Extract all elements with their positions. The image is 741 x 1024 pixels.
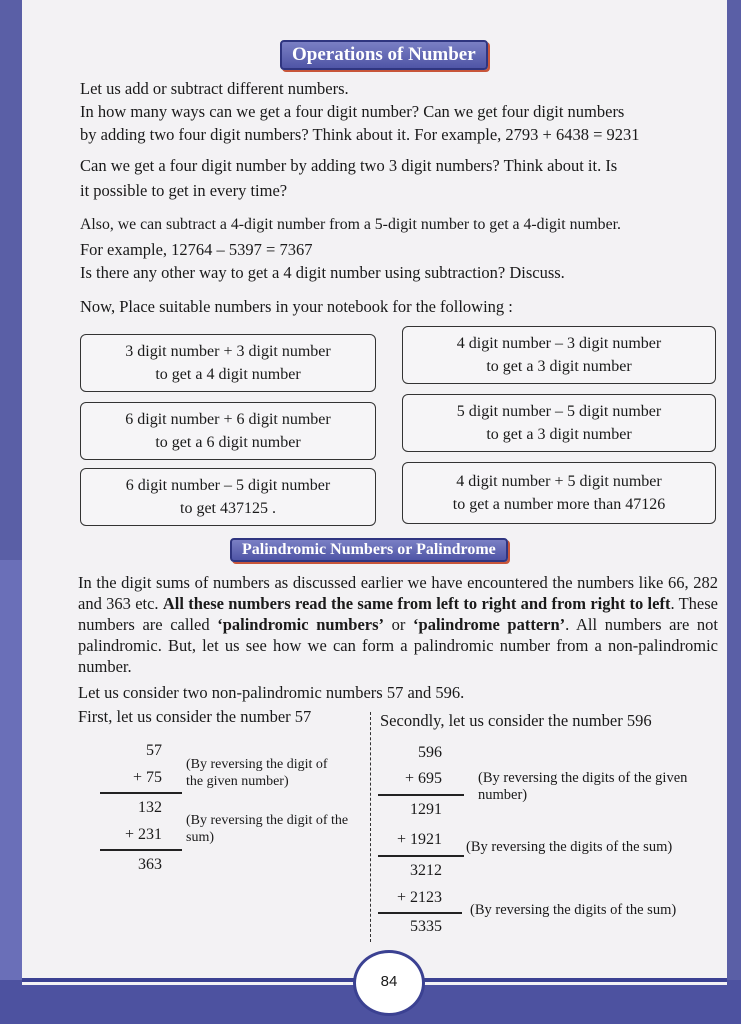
- para-text: or: [384, 615, 414, 634]
- consider-line: Let us consider two non-palindromic numbers 57 and 596.: [78, 683, 465, 702]
- sum-rule: [378, 794, 464, 796]
- box-line: 4 digit number + 5 digit number: [456, 473, 662, 490]
- text-line: by adding two four digit numbers? Think about it. For example, 2793 + 6438 = 9231: [80, 125, 640, 144]
- palindrome-paragraph: [78, 572, 718, 677]
- para-text: . All numbers are not palindromic. But, let us see how we can form a palindromic number from a non-palindromic number.: [78, 615, 718, 676]
- text-line: Let us add or subtract different numbers.: [80, 79, 349, 98]
- calc-number: + 695: [404, 770, 442, 787]
- calc-number: + 2123: [396, 889, 442, 906]
- calc-number: + 75: [132, 769, 162, 786]
- calc-number: 363: [138, 856, 162, 873]
- calc-number: 3212: [410, 862, 442, 879]
- sum-rule: [378, 855, 464, 857]
- calc-number: 132: [138, 799, 162, 816]
- section-title-palindromic: Palindromic Numbers or Palindrome: [230, 538, 508, 562]
- para-bold: All these numbers read the same from left to right and from right to left: [162, 594, 671, 613]
- calc-note: (By reversing the digits of the sum): [466, 839, 673, 855]
- para-text: In the digit sums of numbers as discussed earlier we have encountered the numbers like 66, 282 and 363 etc.: [78, 573, 718, 613]
- calc-number: 596: [418, 744, 442, 761]
- text-line: Can we get a four digit number by adding two 3 digit numbers? Think about it. Is: [80, 156, 618, 175]
- column-divider: [370, 712, 371, 942]
- text-line: Now, Place suitable numbers in your notebook for the following :: [80, 297, 513, 316]
- exercise-box: [402, 462, 716, 524]
- calc-number: + 231: [124, 826, 162, 843]
- calc-number: 57: [146, 742, 162, 759]
- exercise-box: [402, 394, 716, 452]
- box-line: to get a 6 digit number: [155, 434, 301, 451]
- right-heading: Secondly, let us consider the number 596: [380, 711, 652, 730]
- sum-rule: [100, 792, 182, 794]
- text-line: For example, 12764 – 5397 = 7367: [80, 240, 313, 259]
- calc-number: + 1921: [396, 831, 442, 848]
- sum-rule: [100, 849, 182, 851]
- exercise-box: [80, 468, 376, 526]
- calc-note: (By reversing the digits of the sum): [470, 902, 677, 918]
- section-title-operations: Operations of Number: [280, 40, 488, 70]
- box-line: to get a number more than 47126: [452, 496, 666, 513]
- box-line: 4 digit number – 3 digit number: [456, 335, 662, 352]
- para-bold: ‘palindromic numbers’: [217, 615, 385, 634]
- box-line: to get a 4 digit number: [155, 366, 301, 383]
- exercise-box: [80, 402, 376, 460]
- calc-note: (By reversing the digit of the sum): [186, 813, 349, 845]
- page-number: 84: [353, 950, 425, 1016]
- box-line: 3 digit number + 3 digit number: [125, 343, 331, 360]
- calc-note: (By reversing the digits of the given number): [478, 770, 688, 803]
- exercise-box: [80, 334, 376, 392]
- box-line: to get a 3 digit number: [486, 358, 632, 375]
- para-bold: ‘palindrome pattern’: [413, 615, 566, 634]
- text-line: it possible to get in every time?: [80, 181, 288, 200]
- text-line: Is there any other way to get a 4 digit number using subtraction? Discuss.: [80, 263, 565, 282]
- calc-number: 5335: [410, 918, 442, 935]
- text-line: In how many ways can we get a four digit number? Can we get four digit numbers: [80, 102, 625, 121]
- calc-note: (By reversing the digit of the given number): [186, 757, 328, 789]
- left-heading: First, let us consider the number 57: [78, 707, 312, 726]
- sum-rule: [378, 912, 462, 914]
- box-line: 6 digit number – 5 digit number: [125, 477, 331, 494]
- box-line: 5 digit number – 5 digit number: [456, 403, 662, 420]
- text-line: Also, we can subtract a 4-digit number from a 5-digit number to get a 4-digit number.: [80, 216, 621, 233]
- box-line: to get a 3 digit number: [486, 426, 632, 443]
- calc-number: 1291: [410, 801, 442, 818]
- box-line: to get 437125 .: [180, 500, 276, 517]
- box-line: 6 digit number + 6 digit number: [125, 411, 331, 428]
- para-text: . These numbers are called: [78, 594, 718, 634]
- exercise-box: [402, 326, 716, 384]
